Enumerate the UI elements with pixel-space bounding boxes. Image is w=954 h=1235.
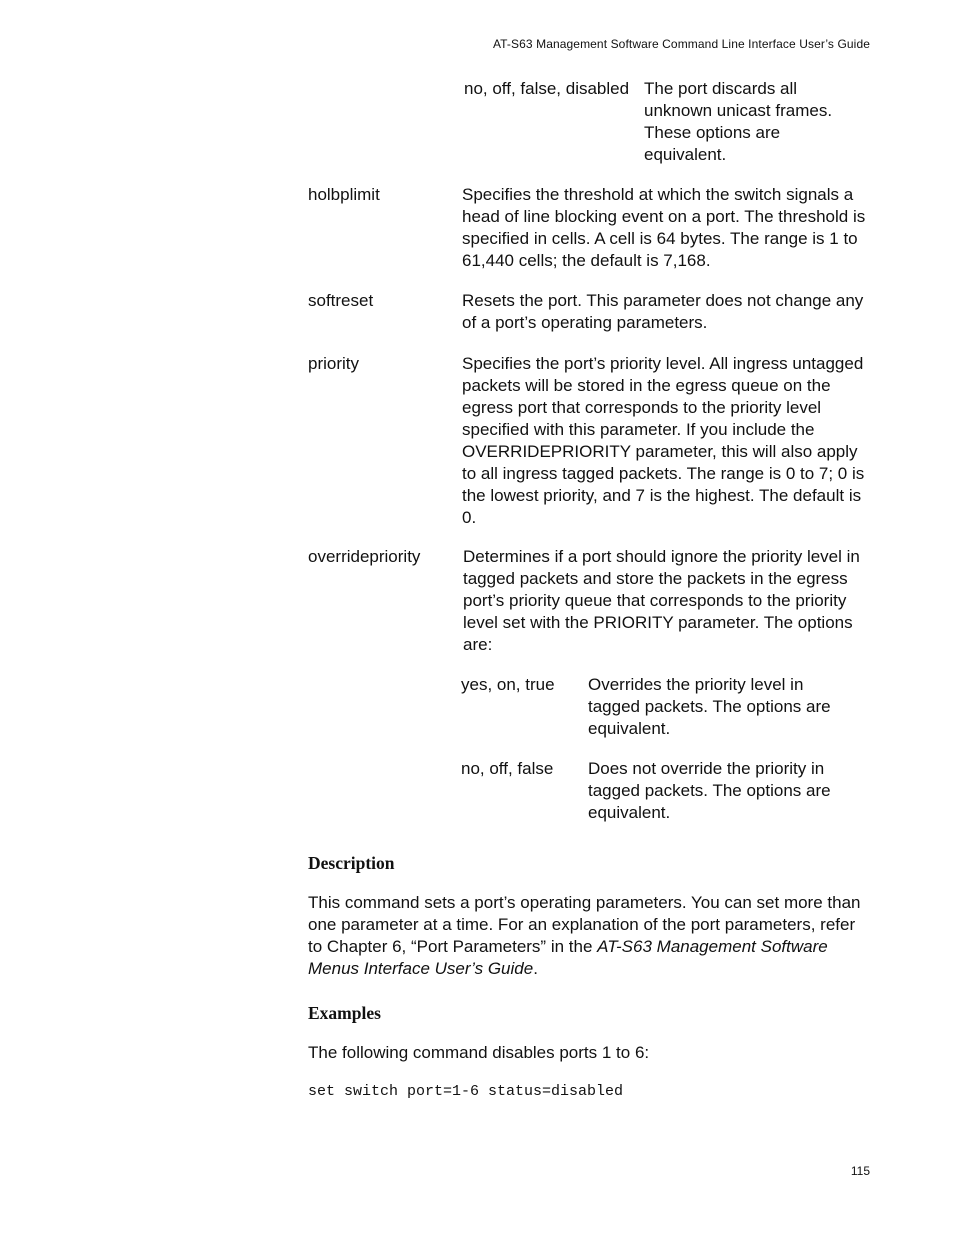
param-term-holbplimit: holbplimit (308, 185, 380, 204)
example-command: set switch port=1-6 status=disabled (308, 1083, 624, 1100)
running-header: AT-S63 Management Software Command Line Interface User’s Guide (492, 37, 870, 51)
param-term-priority: priority (308, 354, 360, 373)
examples-intro: The following command disables ports 1 to 6: (308, 1043, 650, 1062)
option-term-no: no, off, false (461, 759, 554, 778)
description-text: This command sets a port’s operating parameters. You can set more than one parameter at a time. For an explanation of the port parameters, refer to Chapter 6, “Port Parameters” in the (308, 893, 861, 956)
description-end: . (533, 959, 538, 978)
param-definition-softreset: Resets the port. This parameter does not change any of a port’s operating parameters. (462, 291, 864, 332)
option-term-disabled: no, off, false, disabled (464, 79, 630, 98)
param-definition-overridepriority: Determines if a port should ignore the priority level in tagged packets and store the packets in the egress port’s priority queue that corresponds to the priority level set with the PRIORITY parameter. The options are: (463, 547, 860, 654)
option-definition-disabled: The port discards all unknown unicast frames. These options are equivalent. (644, 79, 833, 164)
option-definition-yes: Overrides the priority level in tagged packets. The options are equivalent. (588, 675, 831, 738)
examples-heading: Examples (308, 1003, 381, 1023)
param-term-overridepriority: overridepriority (308, 547, 421, 566)
page-number: 115 (850, 1164, 870, 1178)
description-heading: Description (308, 853, 395, 873)
book-title: AT-S63 Management Software Menus Interface User’s Guide (308, 937, 828, 978)
option-definition-no: Does not override the priority in tagged packets. The options are equivalent. (588, 759, 831, 822)
param-definition-priority: Specifies the port’s priority level. All ingress untagged packets will be stored in the egress queue on the egress port that corresponds to the priority level specified with this parameter. If you include the OVERRIDEPRIORITY parameter, this will also apply to all ingress tagged packets. The range is 0 to 7; 0 is the lowest priority, and 7 is the highest. The default is 0. (462, 354, 865, 527)
option-term-yes: yes, on, true (461, 675, 555, 694)
description-paragraph (308, 892, 870, 980)
param-definition-holbplimit: Specifies the threshold at which the switch signals a head of line blocking event on a port. The threshold is specified in cells. A cell is 64 bytes. The range is 1 to 61,440 cells; the default is 7,168. (462, 185, 866, 270)
param-term-softreset: softreset (308, 291, 374, 310)
